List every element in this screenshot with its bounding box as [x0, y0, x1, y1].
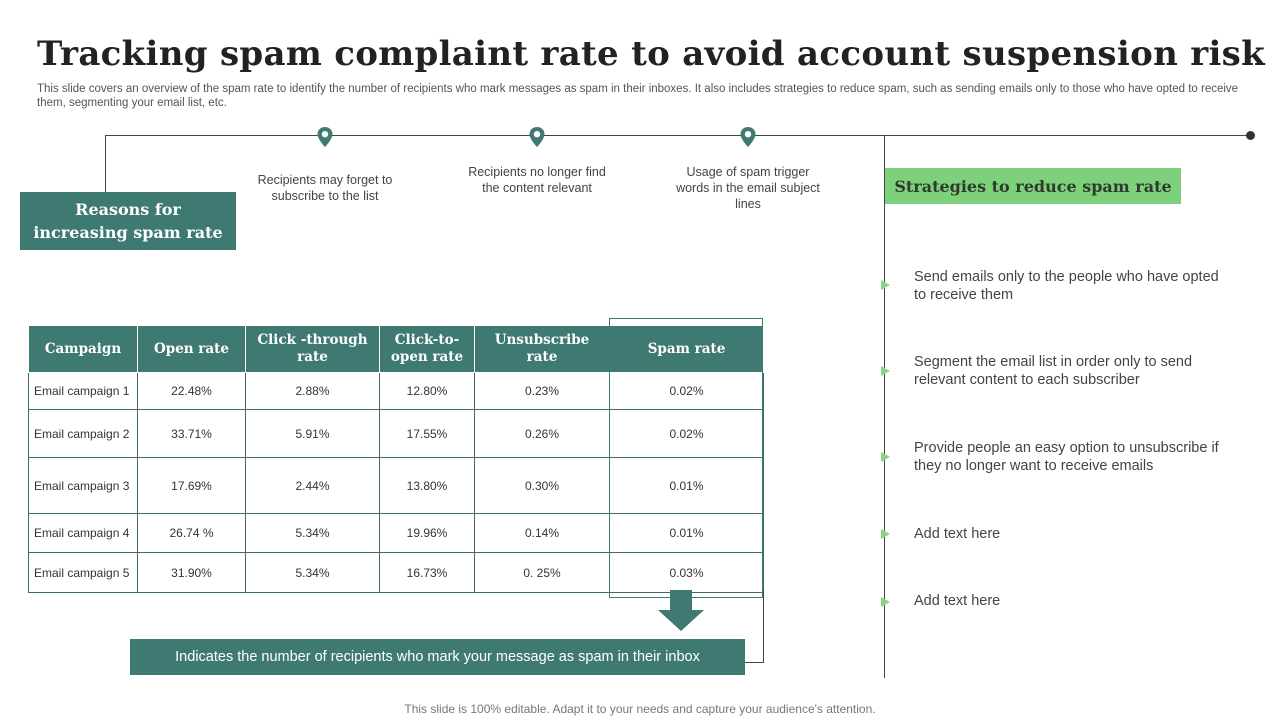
reasons-label-box	[20, 192, 236, 250]
table-row	[29, 514, 764, 553]
table-row	[29, 553, 764, 593]
table-cell: 0.23%	[475, 373, 610, 410]
table-cell: 0.14%	[475, 514, 610, 553]
table-cell: 5.91%	[246, 410, 380, 458]
table-cell: Email campaign 4	[29, 514, 138, 553]
reason-text: Usage of spam trigger words in the email subject lines	[676, 165, 820, 211]
table-cell: Email campaign 3	[29, 458, 138, 514]
table-row	[29, 410, 764, 458]
location-pin-icon	[739, 126, 757, 148]
strategy-item: Provide people an easy option to unsubscribe if they no longer want to receive emails	[914, 440, 1219, 474]
strategy-item: Segment the email list in order only to send relevant content to each subscriber	[914, 354, 1193, 388]
table-row	[29, 458, 764, 514]
table-cell: 5.34%	[246, 514, 380, 553]
column-header: Open rate	[138, 326, 246, 373]
table-cell: Email campaign 2	[29, 410, 138, 458]
table-cell: 26.74 %	[138, 514, 246, 553]
timeline-line	[105, 135, 1251, 136]
indicator-text: Indicates the number of recipients who mark your message as spam in their inbox	[175, 649, 700, 665]
table-cell: 0.01%	[610, 458, 764, 514]
table-cell: 5.34%	[246, 553, 380, 593]
strategies-label: Strategies to reduce spam rate	[894, 176, 1172, 196]
column-header: Unsubscribe rate	[475, 326, 610, 373]
table-cell: 0. 25%	[475, 553, 610, 593]
connector-line	[745, 662, 764, 663]
reason-text: Recipients may forget to subscribe to the list	[257, 173, 393, 203]
table-cell: 0.30%	[475, 458, 610, 514]
bullet-arrow-icon	[881, 597, 890, 607]
table-cell: 0.01%	[610, 514, 764, 553]
reason-text: Recipients no longer find the content relevant	[468, 165, 606, 195]
bullet-arrow-icon	[881, 529, 890, 539]
strategy-item: Add text here	[914, 526, 1001, 542]
timeline-end-dot	[1246, 131, 1255, 140]
table-cell: 22.48%	[138, 373, 246, 410]
table-cell: 0.26%	[475, 410, 610, 458]
table-cell: 0.02%	[610, 373, 764, 410]
table-cell: 31.90%	[138, 553, 246, 593]
reasons-label: Reasons for increasing spam rate	[33, 200, 223, 242]
table-cell: Email campaign 5	[29, 553, 138, 593]
bullet-arrow-icon	[881, 452, 890, 462]
table-cell: Email campaign 1	[29, 373, 138, 410]
table-cell: 12.80%	[380, 373, 475, 410]
down-arrow-icon	[657, 590, 705, 632]
spam-rate-indicator-box	[130, 639, 745, 675]
column-header: Campaign	[29, 326, 138, 373]
slide-subtitle: This slide covers an overview of the spam rate to identify the number of recipients who mark messages as spam in their inboxes. It also includes strategies to reduce spam, such as sending emails only to those who have opted to receive them, segmenting your email list, etc.	[37, 83, 1239, 109]
table-cell: 33.71%	[138, 410, 246, 458]
location-pin-icon	[316, 126, 334, 148]
footer-note: This slide is 100% editable. Adapt it to your needs and capture your audience's attention.	[404, 702, 876, 716]
table-cell: 17.69%	[138, 458, 246, 514]
bullet-arrow-icon	[881, 280, 890, 290]
table-cell: 19.96%	[380, 514, 475, 553]
table-row	[29, 373, 764, 410]
strategy-item: Send emails only to the people who have opted to receive them	[914, 269, 1219, 303]
table-cell: 17.55%	[380, 410, 475, 458]
table-cell: 16.73%	[380, 553, 475, 593]
strategies-label-box	[885, 168, 1181, 204]
location-pin-icon	[528, 126, 546, 148]
table-cell: 0.02%	[610, 410, 764, 458]
column-header: Spam rate	[610, 326, 764, 373]
bullet-arrow-icon	[881, 366, 890, 376]
slide-title: Tracking spam complaint rate to avoid account suspension risk	[37, 34, 1265, 74]
timeline-left-connector	[105, 135, 106, 193]
column-header: Click -through rate	[246, 326, 380, 373]
table-cell: 2.88%	[246, 373, 380, 410]
table-cell: 13.80%	[380, 458, 475, 514]
table-cell: 0.03%	[610, 553, 764, 593]
strategy-item: Add text here	[914, 593, 1001, 609]
column-header: Click-to-open rate	[380, 326, 475, 373]
table-header-row	[29, 326, 764, 373]
table-cell: 2.44%	[246, 458, 380, 514]
connector-line	[763, 590, 764, 663]
campaign-metrics-table	[28, 325, 764, 593]
